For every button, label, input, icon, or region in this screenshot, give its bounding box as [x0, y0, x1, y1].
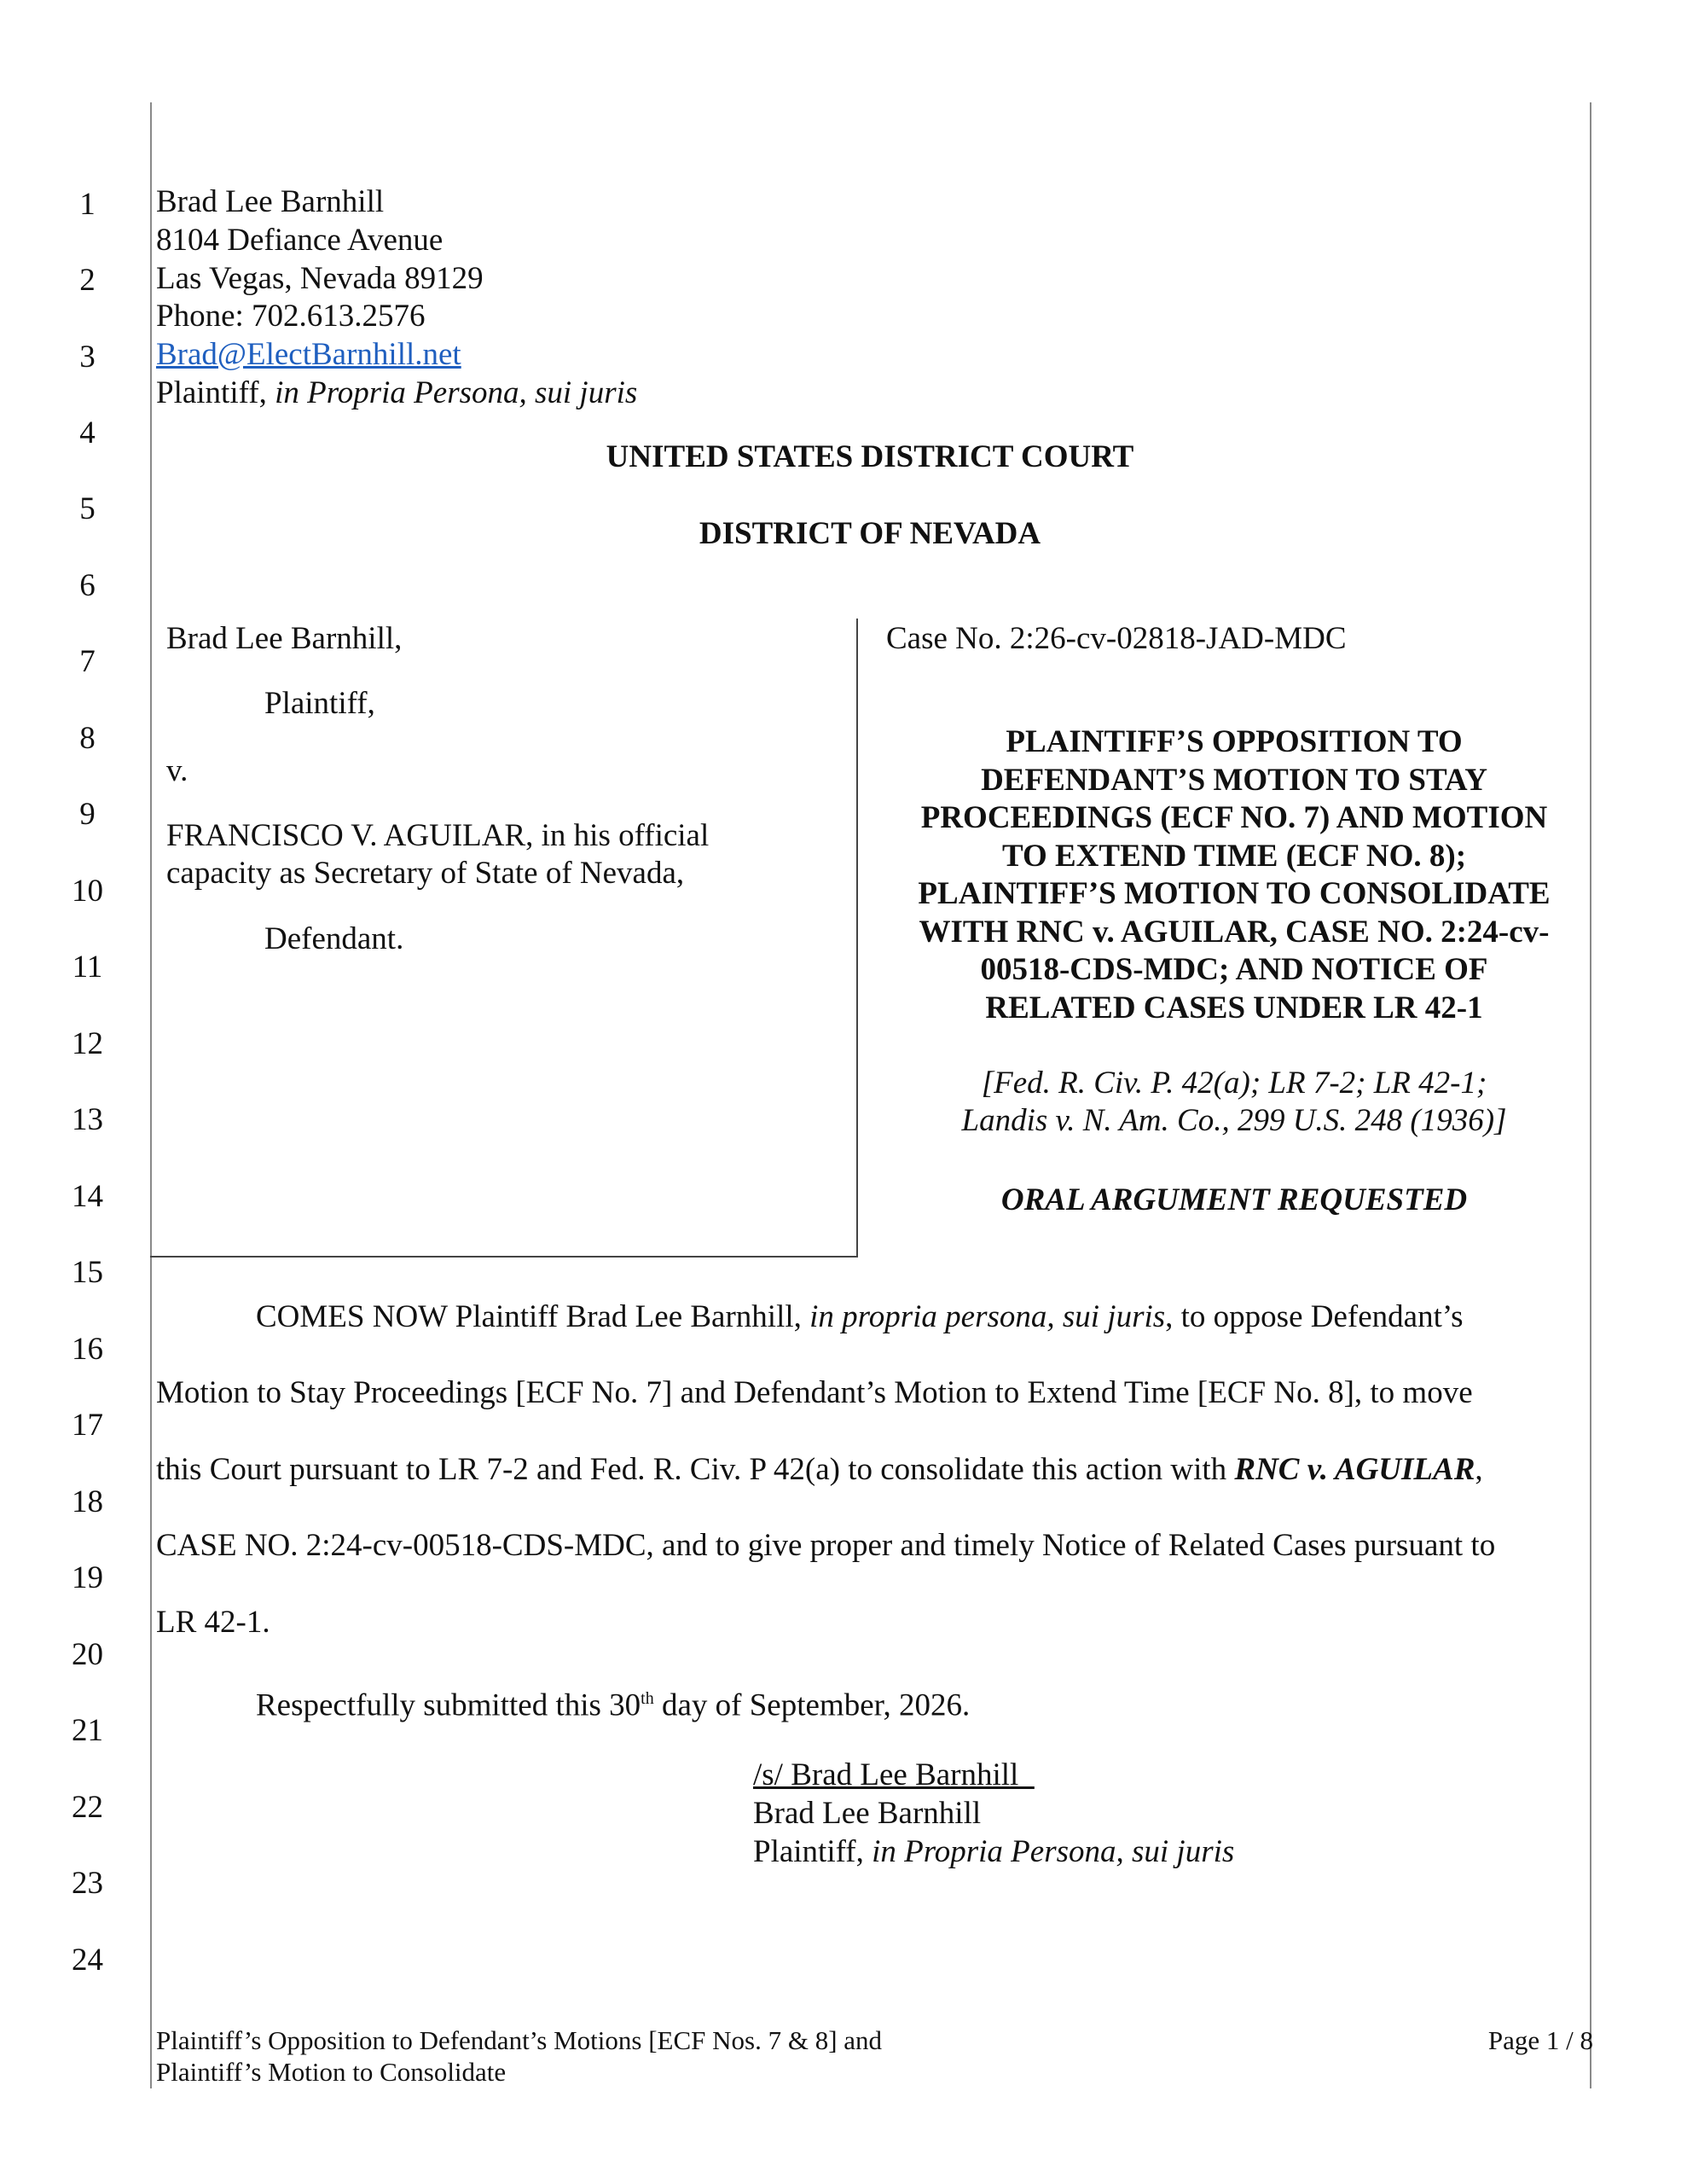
body-line: LR 42-1. — [156, 1605, 270, 1640]
title-line: RELATED CASES UNDER LR 42-1 — [985, 990, 1483, 1025]
defendant-label: Defendant. — [264, 921, 404, 956]
line-number: 8 — [79, 721, 96, 756]
line-number: 20 — [72, 1637, 103, 1672]
line-number: 14 — [72, 1179, 103, 1214]
case-name-emphasis: RNC v. AGUILAR — [1234, 1452, 1475, 1487]
body-text-italic: in propria persona, sui juris — [809, 1299, 1166, 1334]
line-number: 10 — [72, 874, 103, 909]
line-number: 21 — [72, 1713, 103, 1748]
line-number: 5 — [79, 491, 96, 526]
caption-bottom-rule — [150, 1256, 858, 1258]
signer-name: Brad Lee Barnhill — [753, 1796, 982, 1831]
left-margin-rule — [150, 102, 152, 2088]
body-text: Respectfully submitted this 30 — [256, 1687, 641, 1723]
party-role-prefix: Plaintiff, — [156, 375, 275, 410]
line-number: 6 — [79, 568, 96, 603]
title-line: PROCEEDINGS (ECF NO. 7) AND MOTION — [920, 800, 1548, 835]
title-line: WITH RNC v. AGUILAR, CASE NO. 2:24-cv- — [919, 914, 1550, 950]
signer-role-prefix: Plaintiff, — [753, 1834, 872, 1869]
party-phone: Phone: 702.613.2576 — [156, 299, 426, 334]
citation — [863, 1065, 1605, 1140]
party-role-italic: in Propria Persona, sui juris — [275, 375, 638, 410]
case-number: Case No. 2:26-cv-02818-JAD-MDC — [886, 621, 1347, 656]
line-number: 2 — [79, 263, 96, 298]
signer-role-italic: in Propria Persona, sui juris — [872, 1834, 1235, 1869]
line-number: 22 — [72, 1790, 103, 1825]
line-number: 18 — [72, 1484, 103, 1519]
body-line: CASE NO. 2:24-cv-00518-CDS-MDC, and to give proper and timely Notice of Related Cases pursuant to — [156, 1528, 1496, 1563]
plaintiff-label: Plaintiff, — [264, 686, 375, 721]
line-number: 1 — [79, 187, 96, 222]
line-number: 3 — [79, 340, 96, 375]
document-title — [863, 723, 1605, 1027]
line-number: 23 — [72, 1866, 103, 1901]
electronic-signature: /s/ Brad Lee Barnhill — [753, 1757, 1035, 1792]
party-name: Brad Lee Barnhill — [156, 184, 385, 219]
line-number: 15 — [72, 1255, 103, 1290]
title-line: PLAINTIFF’S OPPOSITION TO — [1006, 724, 1463, 759]
line-number: 24 — [72, 1943, 103, 1978]
defendant-line-1: FRANCISCO V. AGUILAR, in his official — [166, 818, 710, 853]
line-number: 13 — [72, 1102, 103, 1137]
line-number: 16 — [72, 1332, 103, 1367]
body-text: day of September, 2026. — [653, 1687, 971, 1723]
footer-title-line-2: Plaintiff’s Motion to Consolidate — [156, 2057, 507, 2087]
line-number: 7 — [79, 644, 96, 679]
plaintiff-name: Brad Lee Barnhill, — [166, 621, 403, 656]
line-number: 11 — [72, 950, 103, 985]
citation-line: [Fed. R. Civ. P. 42(a); LR 7-2; LR 42-1; — [981, 1066, 1487, 1101]
court-name: UNITED STATES DISTRICT COURT — [606, 439, 1134, 474]
ordinal-suffix: th — [641, 1689, 654, 1708]
title-line: 00518-CDS-MDC; AND NOTICE OF — [980, 952, 1488, 987]
party-email-line — [156, 335, 461, 374]
title-line: TO EXTEND TIME (ECF NO. 8); — [1001, 838, 1467, 874]
submission-date-line — [256, 1680, 970, 1724]
footer-title-line-1: Plaintiff’s Opposition to Defendant’s Motions [ECF Nos. 7 & 8] and — [156, 2025, 883, 2055]
citation-line: Landis v. N. Am. Co., 299 U.S. 248 (1936)] — [961, 1103, 1507, 1138]
body-line — [156, 1451, 1483, 1489]
party-city: Las Vegas, Nevada 89129 — [156, 261, 484, 296]
line-number: 12 — [72, 1026, 103, 1061]
body-line: Motion to Stay Proceedings [ECF No. 7] and Defendant’s Motion to Extend Time [ECF No. 8], to move — [156, 1375, 1473, 1410]
email-link[interactable]: Brad@ElectBarnhill.net — [156, 337, 461, 372]
versus: v. — [166, 753, 188, 788]
body-text: , — [1475, 1452, 1483, 1487]
body-text: , to oppose Defendant’s — [1165, 1299, 1464, 1334]
title-line: DEFENDANT’S MOTION TO STAY — [981, 762, 1487, 798]
court-district: DISTRICT OF NEVADA — [699, 516, 1041, 551]
page-number: Page 1 / 8 — [1487, 2025, 1593, 2055]
caption-divider — [856, 619, 858, 1257]
body-text: COMES NOW Plaintiff Brad Lee Barnhill, — [256, 1299, 810, 1334]
line-number: 17 — [72, 1408, 103, 1443]
title-line: PLAINTIFF’S MOTION TO CONSOLIDATE — [918, 876, 1551, 911]
body-text: this Court pursuant to LR 7-2 and Fed. R. Civ. P 42(a) to consolidate this action with — [156, 1452, 1235, 1487]
oral-argument-requested: ORAL ARGUMENT REQUESTED — [1000, 1182, 1468, 1217]
signer-role — [753, 1833, 1234, 1871]
party-role — [156, 374, 637, 412]
defendant-line-2: capacity as Secretary of State of Nevada, — [166, 856, 685, 891]
line-number: 4 — [79, 415, 96, 450]
party-street: 8104 Defiance Avenue — [156, 223, 443, 258]
line-number: 9 — [79, 797, 96, 832]
line-number: 19 — [72, 1560, 103, 1595]
body-line — [256, 1298, 1464, 1336]
